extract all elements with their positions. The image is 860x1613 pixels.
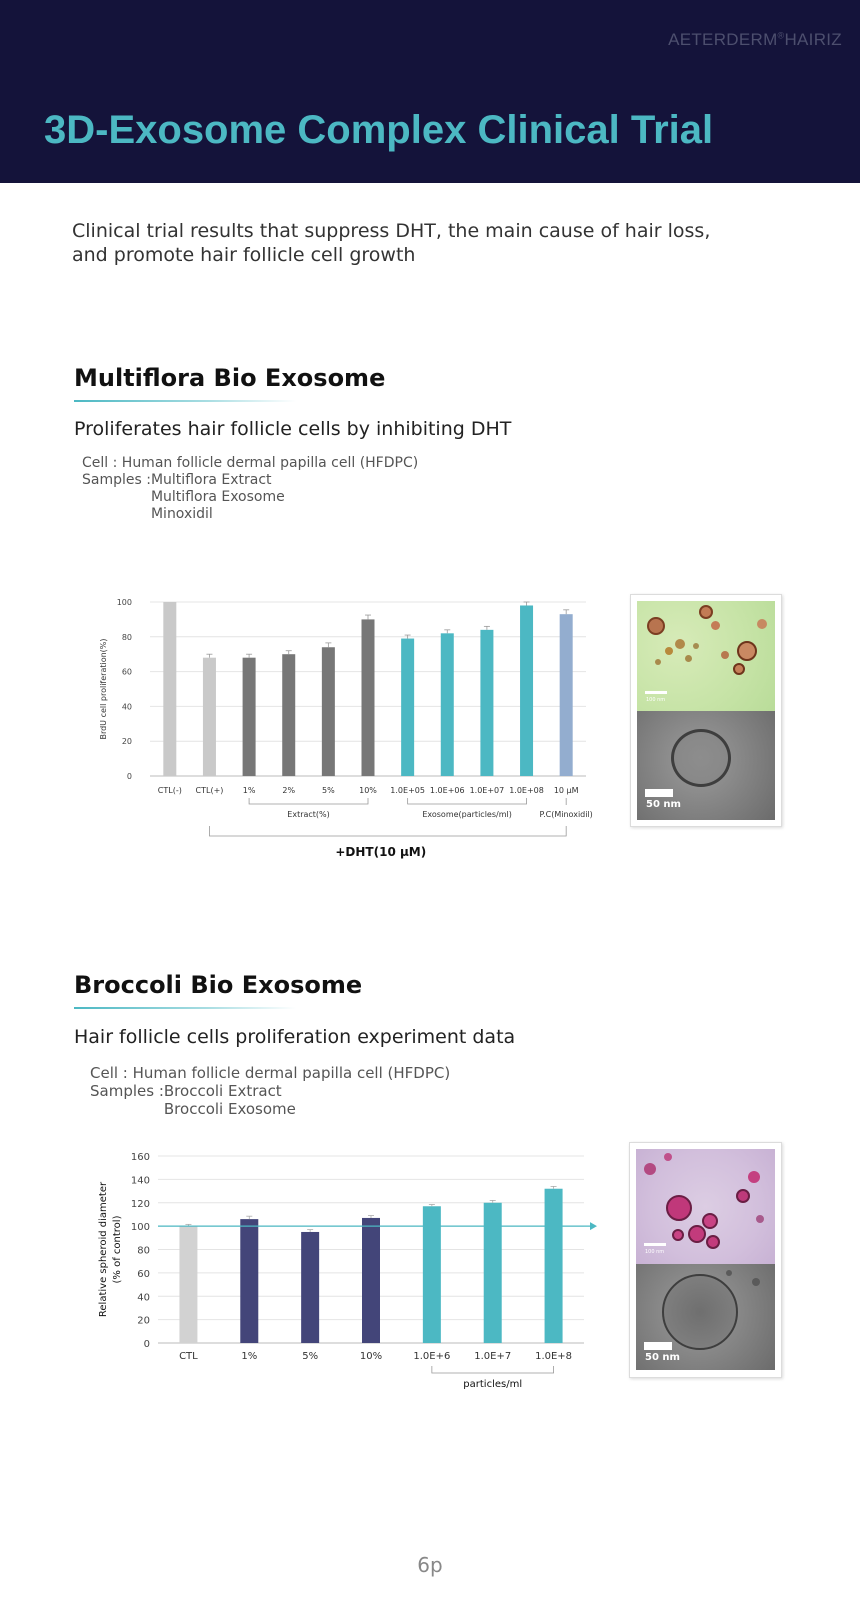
bar — [423, 1206, 441, 1343]
y-tick-label: 100 — [116, 598, 132, 607]
x-tick-label: 1% — [241, 1351, 258, 1362]
section2-samples-label: Samples : — [90, 1082, 164, 1100]
reference-arrow — [590, 1222, 597, 1230]
y-tick-label: 40 — [121, 702, 132, 712]
section2-sample-2: Broccoli Exosome — [163, 1100, 296, 1118]
section2-microscopy-card — [629, 1142, 782, 1378]
x-tick-label: 1% — [242, 786, 256, 795]
bar — [401, 639, 414, 776]
group-bracket — [432, 1366, 554, 1373]
section2-microscopy-top: 100 nm — [636, 1149, 775, 1264]
section1-sample-1: Multiflora Extract — [150, 472, 272, 488]
page-number: 6p — [417, 1553, 443, 1577]
section1-microscopy-card — [630, 594, 782, 827]
section2-subtitle: Hair follicle cells proliferation experiment data — [74, 1026, 516, 1048]
x-tick-label: 1.0E+08 — [509, 786, 544, 795]
bar — [301, 1232, 319, 1343]
y-tick-label: 120 — [130, 1198, 150, 1210]
bar — [362, 1218, 380, 1343]
y-tick-label: 0 — [126, 772, 132, 781]
group-bracket — [408, 798, 527, 804]
section1-meta — [82, 455, 418, 523]
bar — [362, 619, 375, 776]
x-tick-label: 1.0E+7 — [474, 1351, 512, 1362]
section2-scale-label: 50 nm — [645, 1352, 680, 1363]
bar — [240, 1219, 258, 1343]
section1-title: Multiflora Bio Exosome — [74, 364, 386, 392]
bar — [322, 647, 335, 776]
section1-sample-2: Multiflora Exosome — [150, 489, 285, 505]
dht-bracket — [209, 826, 566, 836]
bar — [179, 1226, 197, 1343]
group-label: particles/ml — [463, 1379, 523, 1390]
group-label: Exosome(particles/ml) — [422, 810, 512, 819]
y-tick-label: 20 — [137, 1315, 150, 1327]
section2-title: Broccoli Bio Exosome — [74, 971, 363, 999]
x-tick-label: CTL(+) — [195, 786, 224, 795]
bar — [484, 1203, 502, 1343]
brand-logo: AETERDERM®HAIRIZ — [668, 30, 842, 49]
x-tick-label: CTL — [179, 1351, 198, 1362]
y-tick-label: 40 — [137, 1292, 150, 1304]
intro-line-1: Clinical trial results that suppress DHT, the main cause of hair loss, — [72, 220, 711, 242]
bar — [243, 658, 256, 776]
bar — [560, 614, 573, 776]
y-tick-label: 160 — [130, 1152, 150, 1163]
group-label: Extract(%) — [287, 810, 330, 819]
y-tick-label: 100 — [130, 1222, 150, 1234]
group-bracket — [249, 798, 368, 804]
x-tick-label: 5% — [302, 1351, 319, 1362]
y-tick-label: 80 — [137, 1245, 150, 1257]
bar — [480, 630, 493, 776]
intro-text — [72, 219, 772, 267]
bar — [203, 658, 216, 776]
y-axis-label-2: (% of control) — [112, 1215, 123, 1284]
y-tick-label: 0 — [143, 1339, 150, 1350]
section1-cell: Cell : Human follicle dermal papilla cell (HFDPC) — [82, 455, 419, 471]
page-title: 3D-Exosome Complex Clinical Trial — [44, 108, 714, 152]
x-tick-label: 10% — [359, 786, 377, 795]
section2-cell: Cell : Human follicle dermal papilla cell (HFDPC) — [90, 1064, 451, 1082]
y-tick-label: 60 — [137, 1268, 150, 1280]
bar — [520, 605, 533, 776]
bar — [545, 1189, 563, 1343]
section2-meta — [90, 1064, 450, 1118]
section1-underline — [74, 400, 296, 402]
x-tick-label: 1.0E+05 — [390, 786, 425, 795]
section1-microscopy-top: 100 nm — [637, 601, 775, 711]
x-tick-label: 1.0E+6 — [413, 1351, 451, 1362]
y-tick-label: 80 — [121, 632, 132, 642]
group-label: P.C(Minoxidil) — [539, 810, 593, 819]
x-tick-label: 10 μM — [553, 786, 579, 795]
section1-sample-3: Minoxidil — [150, 506, 213, 522]
section2-microscopy-bottom — [636, 1264, 775, 1370]
chart-brdu-proliferation — [90, 590, 610, 870]
section1-scale-label: 50 nm — [646, 799, 681, 810]
x-tick-label: 1.0E+07 — [469, 786, 505, 795]
section2-sample-1: Broccoli Extract — [163, 1082, 282, 1100]
x-tick-label: 2% — [282, 786, 296, 795]
x-tick-label: 1.0E+8 — [535, 1351, 573, 1362]
section1-microscopy-bottom — [637, 711, 775, 820]
chart-spheroid-diameter — [96, 1142, 606, 1392]
y-tick-label: 140 — [130, 1175, 150, 1187]
y-tick-label: 60 — [121, 667, 132, 677]
section1-subtitle: Proliferates hair follicle cells by inhibiting DHT — [74, 418, 512, 440]
header-banner — [0, 0, 860, 183]
y-axis-label: BrdU cell proliferation(%) — [99, 638, 108, 740]
x-tick-label: 5% — [322, 786, 335, 795]
section1-samples-label: Samples : — [82, 472, 151, 488]
dht-label: +DHT(10 μM) — [335, 845, 427, 859]
bar — [441, 633, 454, 776]
bar — [282, 654, 295, 776]
x-tick-label: CTL(-) — [157, 786, 182, 795]
x-tick-label: 10% — [359, 1351, 383, 1362]
intro-line-2: and promote hair follicle cell growth — [72, 244, 416, 266]
bar — [163, 602, 176, 776]
x-tick-label: 1.0E+06 — [429, 786, 465, 795]
y-tick-label: 20 — [121, 737, 132, 747]
y-axis-label: Relative spheroid diameter — [98, 1181, 109, 1318]
section2-underline — [74, 1007, 296, 1009]
